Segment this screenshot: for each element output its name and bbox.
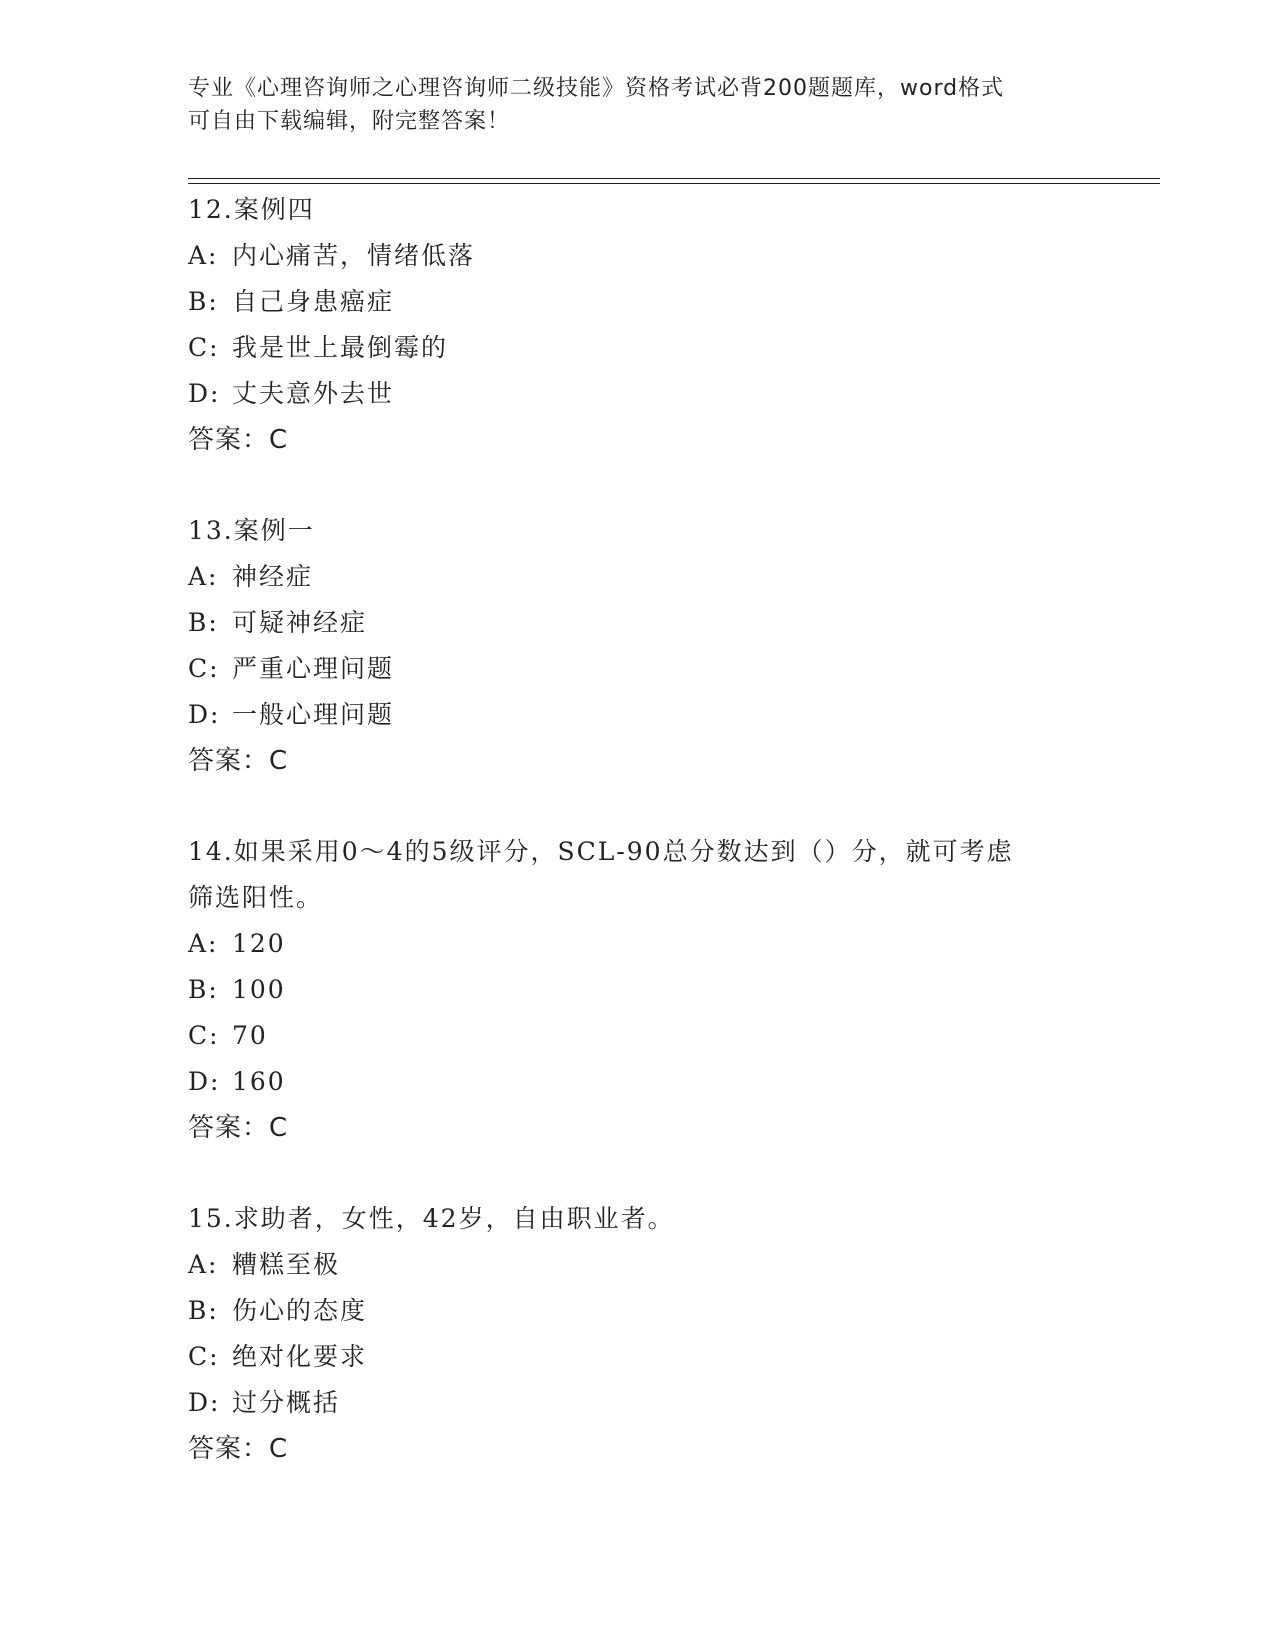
option-a xyxy=(188,554,1088,600)
option-letter: B: xyxy=(188,608,219,637)
question-stem-continued: 筛选阳性。 xyxy=(188,883,324,912)
question-14 xyxy=(188,829,1088,1151)
option-text: 糟糕至极 xyxy=(232,1250,341,1279)
answer: 答案：C xyxy=(188,746,289,776)
option-letter: D: xyxy=(188,1388,221,1417)
option-text: 伤心的态度 xyxy=(232,1296,368,1325)
option-letter: C: xyxy=(188,1342,220,1371)
option-d xyxy=(188,692,1088,738)
option-a xyxy=(188,233,1088,279)
header-divider-bottom xyxy=(188,183,1160,184)
option-c xyxy=(188,1334,1088,1380)
option-letter: B: xyxy=(188,287,219,316)
option-c xyxy=(188,325,1088,371)
option-text: 丈夫意外去世 xyxy=(232,379,395,408)
option-text: 100 xyxy=(232,975,286,1004)
option-text: 120 xyxy=(232,929,286,958)
option-text: 70 xyxy=(232,1021,268,1050)
option-text: 过分概括 xyxy=(232,1388,341,1417)
option-letter: D: xyxy=(188,1067,221,1096)
option-letter: A: xyxy=(188,241,219,270)
option-text: 神经症 xyxy=(232,562,314,591)
option-text: 内心痛苦，情绪低落 xyxy=(232,241,476,270)
header-line-2: 可自由下载编辑，附完整答案！ xyxy=(188,109,511,134)
option-letter: D: xyxy=(188,379,221,408)
answer: 答案：C xyxy=(188,1434,289,1464)
question-stem: 15.求助者，女性，42岁，自由职业者。 xyxy=(188,1204,675,1233)
option-letter: C: xyxy=(188,1021,220,1050)
option-b xyxy=(188,279,1088,325)
option-text: 160 xyxy=(232,1067,286,1096)
question-13 xyxy=(188,508,1088,784)
header-line-1: 专业《心理咨询师之心理咨询师二级技能》资格考试必背200题题库，word格式 xyxy=(188,76,1005,101)
option-letter: A: xyxy=(188,1250,219,1279)
option-letter: A: xyxy=(188,929,219,958)
option-b xyxy=(188,967,1088,1013)
option-text: 绝对化要求 xyxy=(232,1342,368,1371)
option-a xyxy=(188,1242,1088,1288)
question-stem: 14.如果采用0～4的5级评分，SCL-90总分数达到（）分，就可考虑 xyxy=(188,837,1014,866)
option-c xyxy=(188,1013,1088,1059)
option-letter: D: xyxy=(188,700,221,729)
header-divider-top xyxy=(188,178,1160,179)
option-a xyxy=(188,921,1088,967)
option-letter: B: xyxy=(188,975,219,1004)
option-text: 一般心理问题 xyxy=(232,700,395,729)
option-letter: C: xyxy=(188,654,220,683)
option-d xyxy=(188,1059,1088,1105)
option-text: 自己身患癌症 xyxy=(232,287,395,316)
option-b xyxy=(188,600,1088,646)
option-d xyxy=(188,1380,1088,1426)
answer: 答案：C xyxy=(188,425,289,455)
option-c xyxy=(188,646,1088,692)
question-15 xyxy=(188,1196,1088,1472)
document-header xyxy=(188,72,1088,138)
option-letter: A: xyxy=(188,562,219,591)
option-b xyxy=(188,1288,1088,1334)
option-text: 可疑神经症 xyxy=(232,608,368,637)
answer: 答案：C xyxy=(188,1113,289,1143)
option-letter: C: xyxy=(188,333,220,362)
question-stem: 13.案例一 xyxy=(188,516,315,545)
option-letter: B: xyxy=(188,1296,219,1325)
option-d xyxy=(188,371,1088,417)
question-12 xyxy=(188,187,1088,463)
option-text: 严重心理问题 xyxy=(232,654,395,683)
option-text: 我是世上最倒霉的 xyxy=(232,333,449,362)
question-stem: 12.案例四 xyxy=(188,195,315,224)
